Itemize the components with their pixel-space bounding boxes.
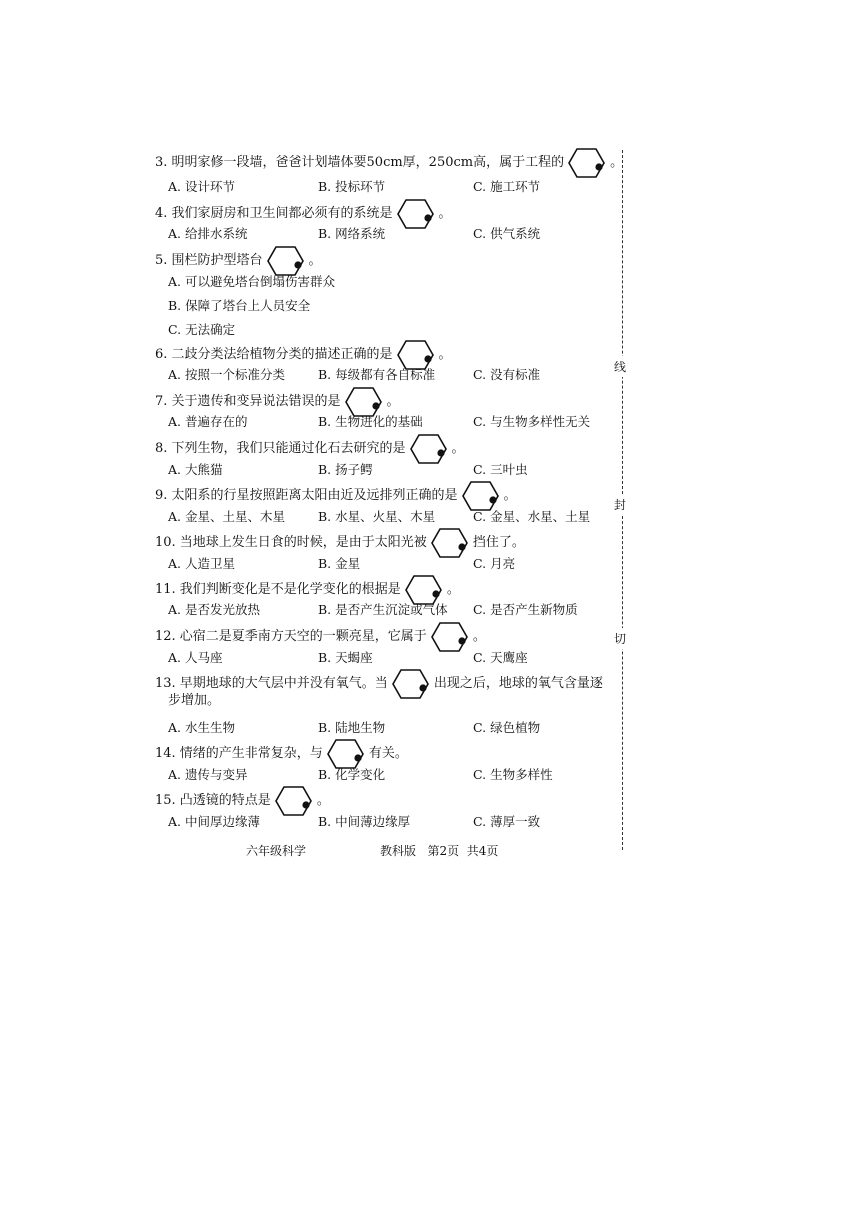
option-b[interactable]: B. 网络系统	[318, 226, 386, 241]
question-tail: 。	[438, 347, 452, 362]
option-a[interactable]: A. 普遍存在的	[168, 414, 248, 429]
option-a[interactable]: A. 设计环节	[168, 179, 235, 194]
answer-hexagon-icon[interactable]	[392, 669, 430, 699]
question-3	[155, 148, 623, 178]
question-stem: 9. 太阳系的行星按照距离太阳由近及远排列正确的是	[155, 488, 458, 503]
question-tail: 有关。	[368, 746, 408, 761]
option-b[interactable]: B. 生物进化的基础	[318, 414, 423, 429]
question-13-continued	[168, 692, 220, 711]
option-a[interactable]: A. 大熊猫	[168, 462, 223, 477]
option-a[interactable]: A. 中间厚边缘薄	[168, 814, 260, 829]
question-tail: 。	[446, 582, 460, 597]
option-c[interactable]: C. 天鹰座	[473, 650, 528, 665]
option-b[interactable]: B. 天蝎座	[318, 650, 373, 665]
option-c[interactable]: C. 没有标准	[473, 367, 541, 382]
option-c[interactable]: C. 生物多样性	[473, 767, 553, 782]
option-b[interactable]: B. 金星	[318, 556, 361, 571]
seal-line-label: 封	[614, 494, 626, 515]
cut-line-label: 线	[614, 356, 626, 377]
options-8	[168, 460, 608, 478]
question-stem-line2: 步增加。	[168, 693, 221, 708]
option-c[interactable]: C. 三叶虫	[473, 462, 528, 477]
question-tail: 。	[472, 629, 486, 644]
option-b[interactable]: B. 投标环节	[318, 179, 386, 194]
option-c[interactable]: C. 与生物多样性无关	[473, 414, 591, 429]
options-12	[168, 648, 608, 666]
question-stem: 15. 凸透镜的特点是	[155, 793, 271, 808]
question-13	[155, 669, 603, 699]
question-tail: 。	[386, 394, 400, 409]
option-b[interactable]: B. 保障了塔台上人员安全	[168, 298, 311, 313]
option-a[interactable]: A. 人造卫星	[168, 556, 235, 571]
options-6	[168, 365, 608, 383]
question-tail: 。	[438, 206, 452, 221]
option-c[interactable]: C. 绿色植物	[473, 720, 541, 735]
option-c[interactable]: C. 金星、水星、土星	[473, 509, 591, 524]
option-b[interactable]: B. 中间薄边缘厚	[318, 814, 411, 829]
options-7	[168, 412, 608, 430]
option-a[interactable]: A. 是否发光放热	[168, 602, 260, 617]
question-tail: 挡住了。	[472, 535, 525, 550]
question-stem: 3. 明明家修一段墙，爸爸计划墙体要50cm厚，250cm高，属于工程的	[155, 155, 565, 170]
options-4	[168, 224, 608, 242]
options-14	[168, 765, 608, 783]
option-a[interactable]: A. 可以避免塔台倒塌伤害群众	[168, 274, 335, 289]
option-b[interactable]: B. 扬子鳄	[318, 462, 373, 477]
option-5b-row	[168, 296, 608, 314]
option-a[interactable]: A. 人马座	[168, 650, 223, 665]
question-stem: 14. 情绪的产生非常复杂，与	[155, 746, 323, 761]
question-stem: 10. 当地球上发生日食的时候，是由于太阳光被	[155, 535, 427, 550]
options-10	[168, 554, 608, 572]
option-5c-row	[168, 320, 608, 338]
question-stem: 11. 我们判断变化是不是化学变化的根据是	[155, 582, 401, 597]
footer-edition-pages: 教科版 第2页 共4页	[380, 844, 499, 858]
question-tail: 出现之后，地球的氧气含量逐	[433, 676, 603, 691]
option-c[interactable]: C. 月亮	[473, 556, 516, 571]
option-c[interactable]: C. 是否产生新物质	[473, 602, 578, 617]
question-tail: 。	[503, 488, 517, 503]
option-a[interactable]: A. 金星、土星、木星	[168, 509, 285, 524]
option-b[interactable]: B. 化学变化	[318, 767, 386, 782]
option-a[interactable]: A. 水生生物	[168, 720, 235, 735]
question-tail: 。	[451, 441, 465, 456]
option-5a-row	[168, 272, 608, 290]
option-b[interactable]: B. 水星、火星、木星	[318, 509, 436, 524]
options-11	[168, 600, 608, 618]
footer-subject: 六年级科学	[246, 844, 307, 858]
option-a[interactable]: A. 按照一个标准分类	[168, 367, 285, 382]
option-b[interactable]: B. 是否产生沉淀或气体	[318, 602, 448, 617]
option-b[interactable]: B. 每级都有各自标准	[318, 367, 436, 382]
question-stem: 5. 围栏防护型塔台	[155, 253, 263, 268]
question-stem: 12. 心宿二是夏季南方天空的一颗亮星，它属于	[155, 629, 427, 644]
options-3	[168, 177, 608, 195]
options-15	[168, 812, 608, 830]
cut-label: 切	[614, 628, 626, 649]
question-stem: 6. 二歧分类法给植物分类的描述正确的是	[155, 347, 393, 362]
question-stem: 8. 下列生物，我们只能通过化石去研究的是	[155, 441, 406, 456]
option-a[interactable]: A. 遗传与变异	[168, 767, 248, 782]
question-tail: 。	[610, 155, 624, 170]
option-b[interactable]: B. 陆地生物	[318, 720, 386, 735]
question-tail: 。	[316, 793, 330, 808]
options-9	[168, 507, 608, 525]
question-tail: 。	[308, 253, 322, 268]
option-a[interactable]: A. 给排水系统	[168, 226, 248, 241]
question-stem: 7. 关于遗传和变异说法错误的是	[155, 394, 341, 409]
option-c[interactable]: C. 薄厚一致	[473, 814, 541, 829]
question-stem: 13. 早期地球的大气层中并没有氧气。当	[155, 676, 388, 691]
options-13	[168, 718, 608, 736]
option-c[interactable]: C. 施工环节	[473, 179, 541, 194]
option-c[interactable]: C. 无法确定	[168, 322, 236, 337]
answer-hexagon-icon[interactable]	[568, 148, 606, 178]
option-c[interactable]: C. 供气系统	[473, 226, 541, 241]
question-stem: 4. 我们家厨房和卫生间都必须有的系统是	[155, 206, 393, 221]
